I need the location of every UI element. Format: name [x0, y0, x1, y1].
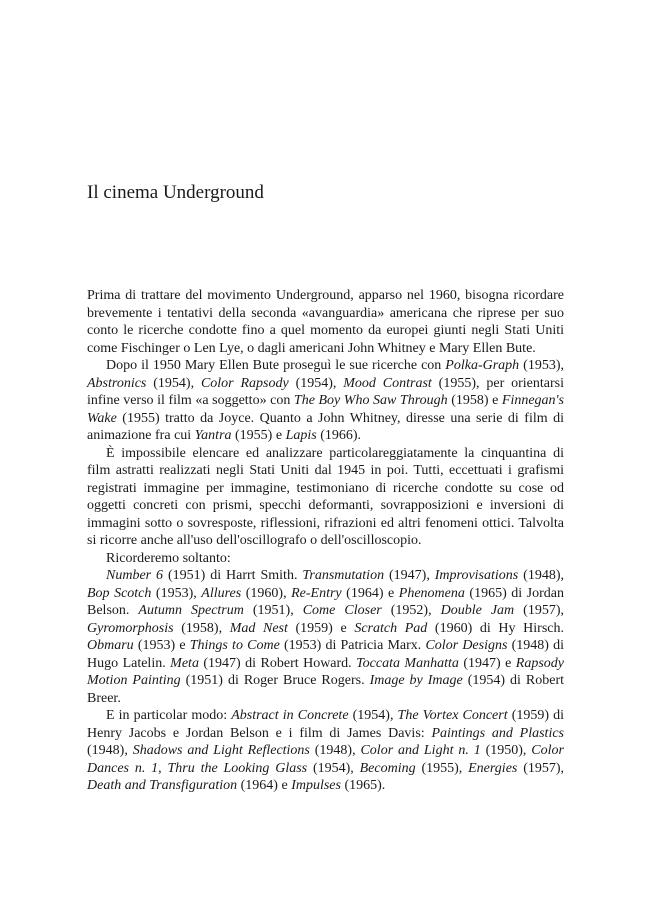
- italic-title: Meta: [170, 655, 199, 671]
- italic-title: Improvisations: [434, 568, 519, 583]
- text-run: (1954),: [288, 375, 344, 391]
- paragraph: [87, 357, 564, 445]
- italic-title: Number 6: [106, 568, 164, 583]
- text-run: ,: [158, 760, 168, 776]
- paragraph: [87, 707, 564, 795]
- italic-title: Re-Entry: [291, 585, 342, 601]
- text-run: (1953),: [151, 585, 202, 601]
- text-run: (1953) di Patricia Marx.: [279, 638, 426, 653]
- text-run: È impossibile elencare ed analizzare particolareggiatamente la cinquantina di film astratti realizzati negli Stati Uniti dal 1945 in poi. Tutti, eccettuati i grafismi registrati immagine per immagine, testimoniano di ricerche condotte su cose od oggetti concreti con prismi, specchi deformanti, sovrapposizioni e inversioni di immagini sotto o sovresposte, riflessioni, rifrazioni ed altri fenomeni ottici. Talvolta si ricorre anche all'uso dell'oscillografo o dell'oscilloscopio.: [87, 445, 564, 548]
- text-run: (1959) di Henry Jacobs e Jordan Belson e i film di James Davis:: [87, 708, 565, 741]
- text-run: (1965).: [340, 778, 386, 793]
- text-run: (1958) e: [447, 393, 502, 408]
- text-run: (1957),: [514, 603, 564, 618]
- text-run: (1951),: [243, 603, 303, 618]
- italic-title: Becoming: [359, 760, 416, 776]
- paragraph: [87, 445, 564, 550]
- text-run: (1959) e: [287, 620, 355, 636]
- text-run: Prima di trattare del movimento Underground, apparso nel 1960, bisogna ricordare brevemente i tentativi della seconda «avanguardia» americana che riprese per suo conto le ricerche condotte fino a quel momento da europei giunti negli Stati Uniti come Fischinger o Len Lye, o dagli americani John Whitney e Mary Ellen Bute.: [87, 288, 564, 356]
- italic-title: The Vortex Concert: [397, 708, 508, 723]
- italic-title: Autumn Spectrum: [138, 603, 244, 618]
- italic-title: Mad Nest: [229, 620, 288, 636]
- text-run: (1948),: [518, 568, 564, 583]
- italic-title: Paintings and Plastics: [431, 725, 565, 741]
- text-run: (1964) e: [341, 585, 399, 601]
- text-run: (1947) e: [458, 655, 516, 671]
- text-run: (1964) e: [237, 778, 292, 793]
- italic-title: Finnegan's Wake: [87, 393, 564, 426]
- italic-title: Transmutation: [302, 568, 385, 583]
- italic-title: Gyromorphosis: [87, 620, 174, 636]
- text-run: (1954),: [348, 708, 398, 723]
- italic-title: Lapis: [285, 428, 317, 443]
- text-run: (1960) di Hy Hirsch.: [427, 620, 564, 636]
- italic-title: Thru the Looking Glass: [167, 760, 308, 776]
- chapter-title: Il cinema Underground: [87, 182, 264, 203]
- text-run: (1955),: [415, 760, 469, 776]
- text-run: (1965) di Jordan Belson.: [87, 585, 565, 618]
- italic-title: Death and Transfiguration: [87, 778, 238, 793]
- paragraph: [87, 287, 564, 357]
- text-run: (1948) di Hugo Latelin.: [87, 638, 565, 671]
- text-run: (1960),: [241, 585, 292, 601]
- italic-title: Energies: [468, 760, 518, 776]
- paragraph: [87, 550, 564, 568]
- italic-title: Rapsody Motion Painting: [87, 655, 564, 688]
- italic-title: Allures: [201, 585, 242, 601]
- text-run: (1952),: [381, 603, 441, 618]
- text-run: (1954) di Robert Breer.: [87, 673, 564, 706]
- italic-title: Obmaru: [87, 638, 134, 653]
- italic-title: Color and Light n. 1: [360, 743, 481, 758]
- italic-title: Abstronics: [87, 375, 147, 391]
- italic-title: Mood Contrast: [343, 375, 432, 391]
- italic-title: Polka-Graph: [445, 358, 520, 373]
- text-run: (1954),: [146, 375, 201, 391]
- italic-title: Color Rapsody: [200, 375, 289, 391]
- text-run: (1951) di Roger Bruce Rogers.: [180, 673, 370, 688]
- text-run: (1955), per orientarsi infine verso il film «a soggetto» con: [87, 375, 564, 408]
- italic-title: Things to Come: [189, 638, 280, 653]
- italic-title: Yantra: [194, 428, 232, 443]
- text-run: (1954),: [307, 760, 360, 776]
- text-run: (1953) e: [133, 638, 190, 653]
- body-text: [87, 287, 564, 795]
- italic-title: Impulses: [291, 778, 341, 793]
- italic-title: Phenomena: [398, 585, 465, 601]
- italic-title: Shadows and Light Reflections: [132, 743, 310, 758]
- italic-title: Color Dances n. 1: [87, 743, 564, 776]
- italic-title: Toccata Manhatta: [356, 655, 459, 671]
- italic-title: Come Closer: [302, 603, 382, 618]
- text-run: (1966).: [316, 428, 362, 443]
- text-run: (1957),: [517, 760, 565, 776]
- text-run: (1951) di Harrt Smith.: [163, 568, 303, 583]
- italic-title: Double Jam: [440, 603, 515, 618]
- text-run: Dopo il 1950 Mary Ellen Bute proseguì le sue ricerche con: [106, 358, 446, 373]
- paragraph: [87, 567, 564, 707]
- italic-title: The Boy Who Saw Through: [293, 393, 448, 408]
- text-run: (1950),: [480, 743, 532, 758]
- text-run: (1958),: [173, 620, 230, 636]
- text-run: (1947) di Robert Howard.: [198, 655, 357, 671]
- text-run: Ricorderemo soltanto:: [106, 550, 231, 566]
- text-run: (1955) tratto da Joyce. Quanto a John Whitney, diresse una serie di film di animazione fra cui: [87, 410, 564, 443]
- text-run: E in particolar modo:: [106, 708, 232, 723]
- text-run: (1948),: [87, 743, 133, 758]
- italic-title: Image by Image: [369, 673, 463, 688]
- text-run: (1953),: [519, 358, 564, 373]
- italic-title: Scratch Pad: [354, 620, 428, 636]
- italic-title: Color Designs: [425, 638, 508, 653]
- text-run: (1955) e: [231, 428, 286, 443]
- italic-title: Abstract in Concrete: [231, 708, 349, 723]
- text-run: (1948),: [309, 743, 361, 758]
- italic-title: Bop Scotch: [87, 585, 152, 601]
- text-run: (1947),: [384, 568, 435, 583]
